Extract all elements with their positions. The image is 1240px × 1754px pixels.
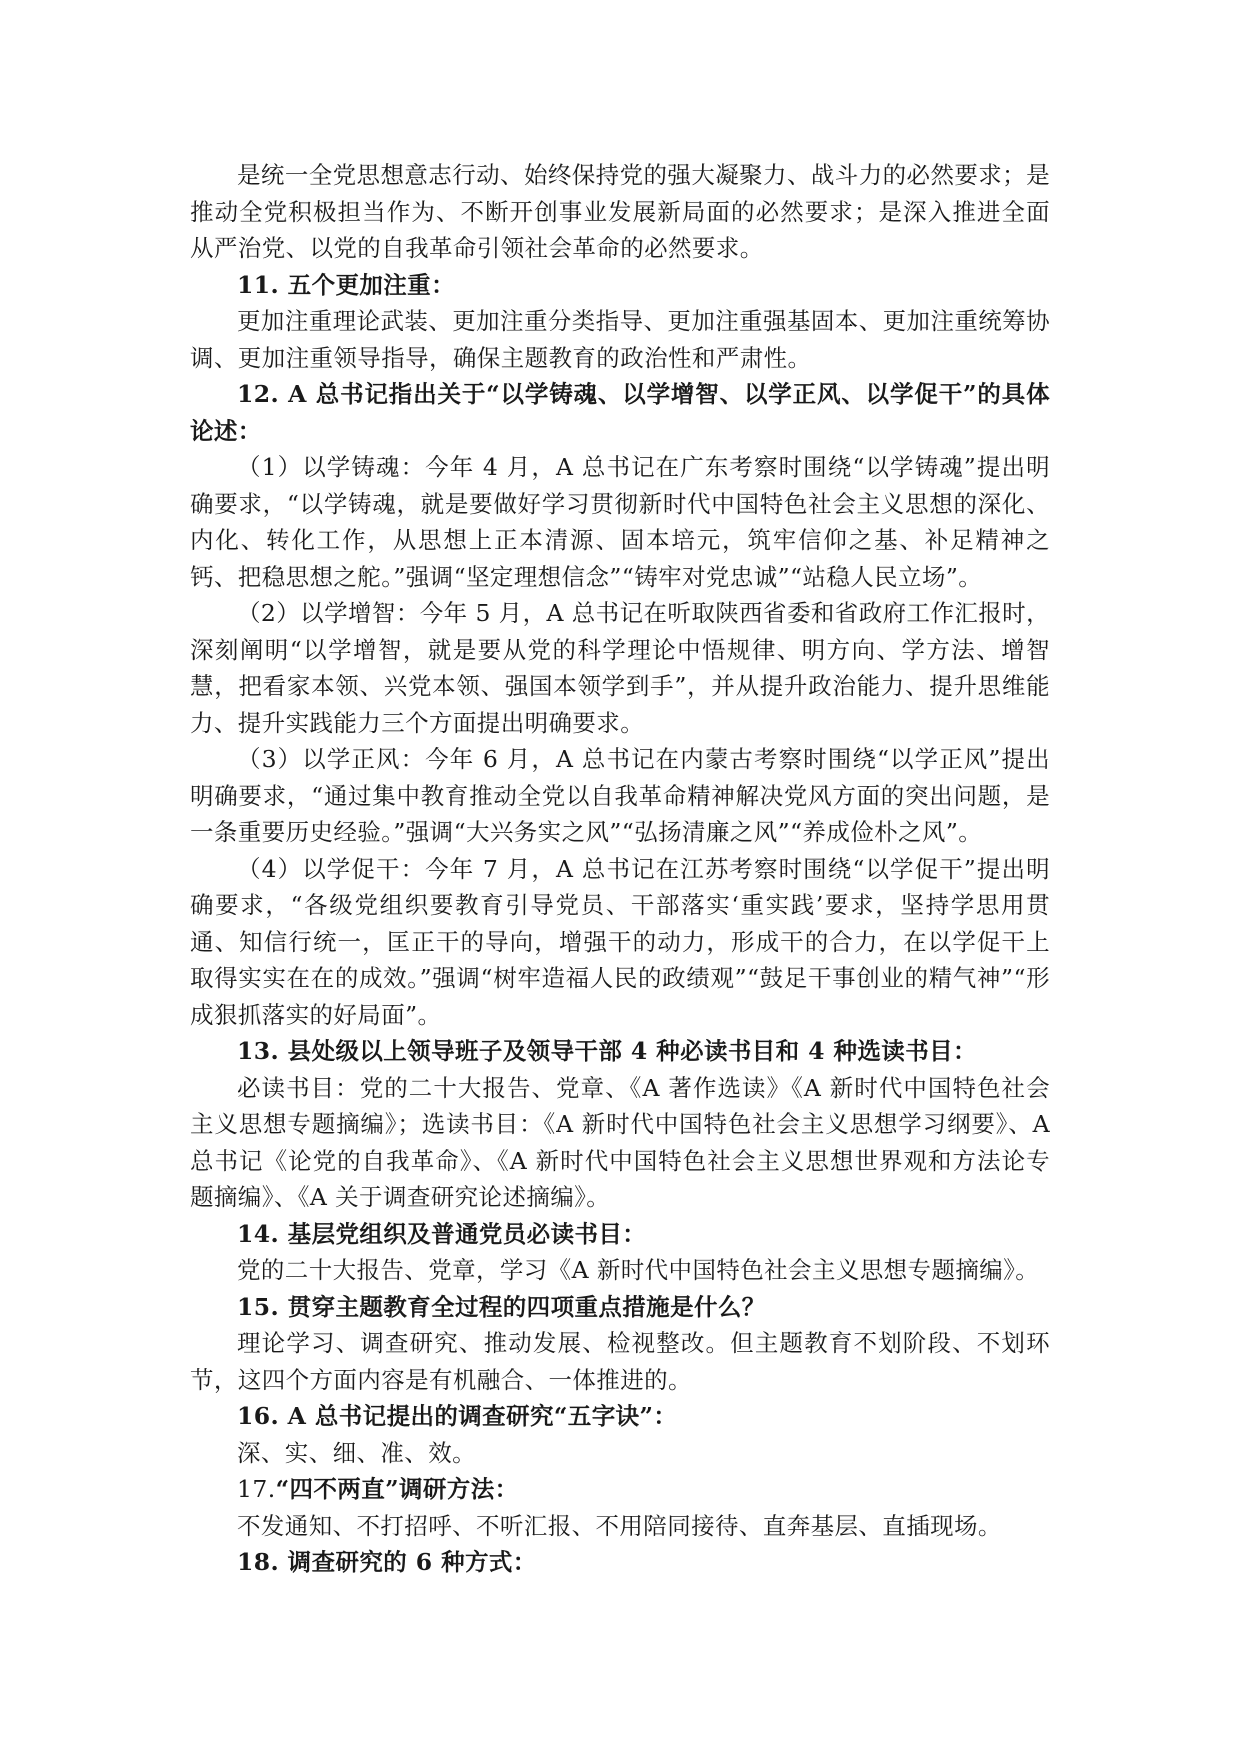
paragraph-16: 深、实、细、准、效。: [237, 1438, 476, 1467]
heading-17-text: “四不两直”调研方法：: [275, 1475, 519, 1503]
heading-15: 15. 贯穿主题教育全过程的四项重点措施是什么？: [237, 1292, 766, 1321]
paragraph-12-3: （3）以学正风：今年 6 月，A 总书记在内蒙古考察时围绕“以学正风”提出明确要求，“通过集中教育推动全党以自我革命精神解决党风方面的突出问题，是一条重要历史经验。”强调“大兴务实之风”“弘扬清廉之风”“养成俭朴之风”。: [190, 745, 1050, 846]
heading-17: [190, 1471, 1050, 1508]
heading-11: 11. 五个更加注重：: [237, 270, 455, 299]
paragraph-12-1: （1）以学铸魂：今年 4 月，A 总书记在广东考察时围绕“以学铸魂”提出明确要求，“以学铸魂，就是要做好学习贯彻新时代中国特色社会主义思想的深化、内化、转化工作，从思想上正本清源、固本培元，筑牢信仰之基、补足精神之钙、把稳思想之舵。”强调“坚定理想信念”“铸牢对党忠诚”“站稳人民立场”。: [190, 453, 1050, 591]
document-page: [190, 157, 1050, 1581]
paragraph-necessity: 是统一全党思想意志行动、始终保持党的强大凝聚力、战斗力的必然要求；是推动全党积极担当作为、不断开创事业发展新局面的必然要求；是深入推进全面从严治党、以党的自我革命引领社会革命的必然要求。: [190, 161, 1050, 262]
heading-16: 16. A 总书记提出的调查研究“五字诀”：: [237, 1402, 678, 1430]
paragraph-12-2: （2）以学增智：今年 5 月，A 总书记在听取陕西省委和省政府工作汇报时，深刻阐明“以学增智，就是要从党的科学理论中悟规律、明方向、学方法、增智慧，把看家本领、兴党本领、强国本领学到手”，并从提升政治能力、提升思维能力、提升实践能力三个方面提出明确要求。: [190, 599, 1050, 737]
paragraph-14: 党的二十大报告、党章，学习《A 新时代中国特色社会主义思想专题摘编》。: [237, 1256, 1040, 1284]
heading-18: 18. 调查研究的 6 种方式：: [237, 1548, 537, 1576]
heading-13: 13. 县处级以上领导班子及领导干部 4 种必读书目和 4 种选读书目：: [237, 1037, 977, 1065]
heading-12: 12. A 总书记指出关于“以学铸魂、以学增智、以学正风、以学促干”的具体论述：: [190, 380, 1050, 445]
heading-14: 14. 基层党组织及普通党员必读书目：: [237, 1219, 647, 1248]
paragraph-17: 不发通知、不打招呼、不听汇报、不用陪同接待、直奔基层、直插现场。: [237, 1511, 1002, 1540]
heading-17-number: 17.: [237, 1475, 276, 1503]
paragraph-11: 更加注重理论武装、更加注重分类指导、更加注重强基固本、更加注重统筹协调、更加注重领导指导，确保主题教育的政治性和严肃性。: [190, 307, 1050, 372]
paragraph-12-4: （4）以学促干：今年 7 月，A 总书记在江苏考察时围绕“以学促干”提出明确要求，“各级党组织要教育引导党员、干部落实‘重实践’要求，坚持学思用贯通、知信行统一，匡正干的导向，增强干的动力，形成干的合力，在以学促干上取得实实在在的成效。”强调“树牢造福人民的政绩观”“鼓足干事创业的精气神”“形成狠抓落实的好局面”。: [190, 854, 1050, 1029]
paragraph-15: 理论学习、调查研究、推动发展、检视整改。但主题教育不划阶段、不划环节，这四个方面内容是有机融合、一体推进的。: [190, 1329, 1050, 1394]
paragraph-13: 必读书目：党的二十大报告、党章、《A 著作选读》《A 新时代中国特色社会主义思想专题摘编》；选读书目：《A 新时代中国特色社会主义思想学习纲要》、A 总书记《论党的自我革命》、《A 新时代中国特色社会主义思想世界观和方法论专题摘编》、《A 关于调查研究论述摘编》。: [190, 1073, 1050, 1211]
